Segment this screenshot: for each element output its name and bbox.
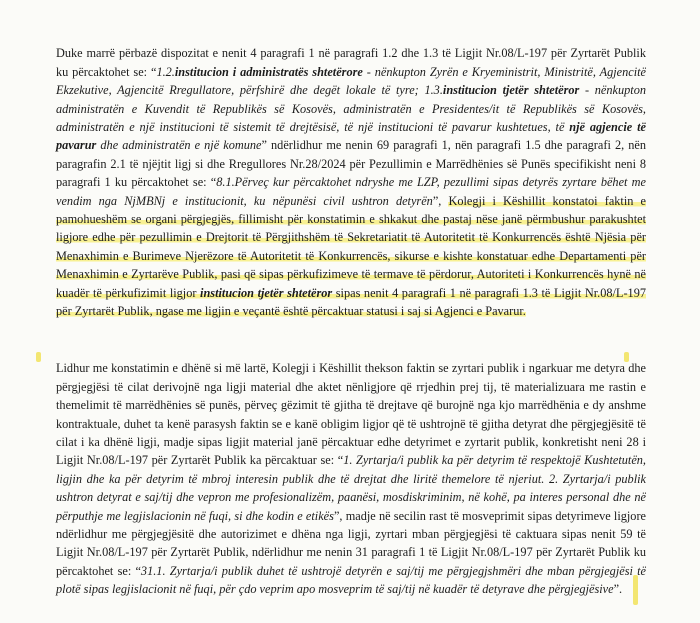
text-segment: ”. (613, 582, 623, 597)
paragraph-legal-basis (56, 44, 646, 320)
text-segment: ”, (432, 193, 449, 208)
highlighted-finding-end: sipas nenit 4 paragrafi 1 në paragrafi 1.3 të Ligjit Nr.08/L-197 për Zyrtarët Publik, ngase me ligjin e veçantë është përcaktuar statusi i saj si Agjenci e Pavarur. (56, 285, 646, 318)
quote-definition-continued: - nënkupton administratën e Kuvendit të Republikës së Kosovës, administratën e Presidentes/it të Republikës së Kosovës, administratën e një institucioni të sistemit të drejtësisë, të një institucioni të pavarur kushtetues, të (56, 83, 646, 134)
term-independent-agency: një agjencie të pavarur (56, 119, 646, 153)
quote-regulation: 8.1.Përveç kur përcaktohet ndryshe me LZP, pezullimi sipas detyrës zyrtare bëhet me vendim nga NjMBNj e institucionit, ku nëpunësi civil ushtron detyrën (56, 175, 646, 208)
text-segment: Lidhur me konstatimin e dhënë si më lartë, Kolegji i Këshillit thekson faktin se zyrtari publik i ngarkuar me detyra dhe përgjegjësi të cilat derivojnë nga ligji material dhe aktet nënligjore që rrjedhin prej tij, të materializuara me rastin e themelimit të marrëdhënies së punës, përveç gëzimit të gjitha të drejtave që burojnë nga kjo marrëdhënia e dy anshme kontraktuale, duhet ta kenë parasysh faktin se e kanë obligim ligjor që të ushtrojnë të gjitha detyrat dhe përgjegjësitë të cilat i ka dhënë ligji, madje sipas ligjit material janë përcaktuar edhe detyrimet e zyrtarit publik, konkretisht neni 28 i Ligjit Nr.08/L-197 për Zyrtarët Publik ka përcaktuar se: “ (56, 361, 646, 468)
paragraph-obligations (56, 359, 646, 598)
term-state-administration-institution: institucion i administratës shtetërore (174, 64, 363, 79)
quote-definition: - nënkupton Zyrën e Kryeministrit, Ministritë, Agjencitë Ekzekutive, Agjencitë Rregullatore, përfshirë dhe degët lokale të tyre; 1.3. (56, 64, 646, 98)
quote-article-31: 31.1. Zyrtarja/i publik duhet të ushtrojë detyrën e saj/tij me përgjegjshmëri dhe mban përgjegjësi të plotë sipas legjislacionit në fuqi, për çdo veprim apo mosveprim të saj/tij në kuadër të detyrave dhe përgjegjësive (56, 563, 646, 597)
highlighted-term-other-state-institution: institucion tjetër shtetëror (200, 285, 333, 300)
term-other-state-institution: institucion tjetër shtetëror (442, 83, 580, 98)
quote-article-number: 1.2. (156, 64, 175, 79)
highlighted-finding: Kolegji i Këshillit konstatoi faktin e pamohueshëm se organi përgjegjës, fillimisht për konstatimin e shkakut dhe pastaj nëse janë përmbushur parakushtet ligjore edhe për pezullimin e Drejtorit të Përgjithshëm të Sekretariatit të Autoritetit të Konkurrencës është Njësia për Menaxhimin e Burimeve Njerëzore të Autoritetit të Konkurrencës, sikurse e kishte konstatuar edhe Departamenti për Menaxhimin e Zyrtarëve Publik, pasi që sipas përkufizimeve të termave të përdorur, Autoriteti i Konkurrencës hynë në kuadër të përkufizimit ligjor (56, 193, 646, 300)
highlighter-mark-left (36, 352, 41, 362)
quote-article-28: 1. Zyrtarja/i publik ka për detyrim të respektojë Kushtetutën, ligjin dhe ka për detyrim të mbroj interesin publik dhe të drejtat dhe liritë themelore të njeriut. 2. Zyrtarja/i publik ushtron detyrat e saj/tij dhe vepron me profesionalizëm, paanësi, mosdiskriminim, në kohë, pa interes personal dhe në përputhje me legjislacionin në fuqi, si dhe kodin e etikës (56, 453, 646, 523)
text-segment: Duke marrë përbazë dispozitat e nenit 4 paragrafi 1 në paragrafi 1.2 dhe 1.3 të Ligjit Nr.08/L-197 për Zyrtarët Publik ku përcaktohet se: “ (56, 46, 646, 79)
text-segment: ” ndërlidhur me nenin 69 paragrafi 1, nën paragrafi 1.5 dhe paragrafi 2, nën paragrafin 2.1 të njëjtit ligj si dhe Rregullores Nr.28/2024 për Pezullimin e Marrëdhënies së Punës specifikisht neni 8 paragrafi 1 ku përcaktohet se: “ (56, 138, 646, 190)
text-segment: ”, madje në secilin rast të mosveprimit sipas detyrimeve ligjore ndërlidhur me përgjegjësitë dhe autorizimet e dhëna nga ligji, zyrtari mban përgjegjësi të caktuara sipas nenit 59 të Ligjit Nr.08/L-197 për Zyrtarët Publik, ndërlidhur me nenin 31 paragrafi 1 të Ligjit Nr.08/L-197 për Zyrtarët Publik ku përcaktohet se: “ (56, 508, 646, 578)
quote-definition-end: dhe administratën e një komune (96, 138, 262, 153)
